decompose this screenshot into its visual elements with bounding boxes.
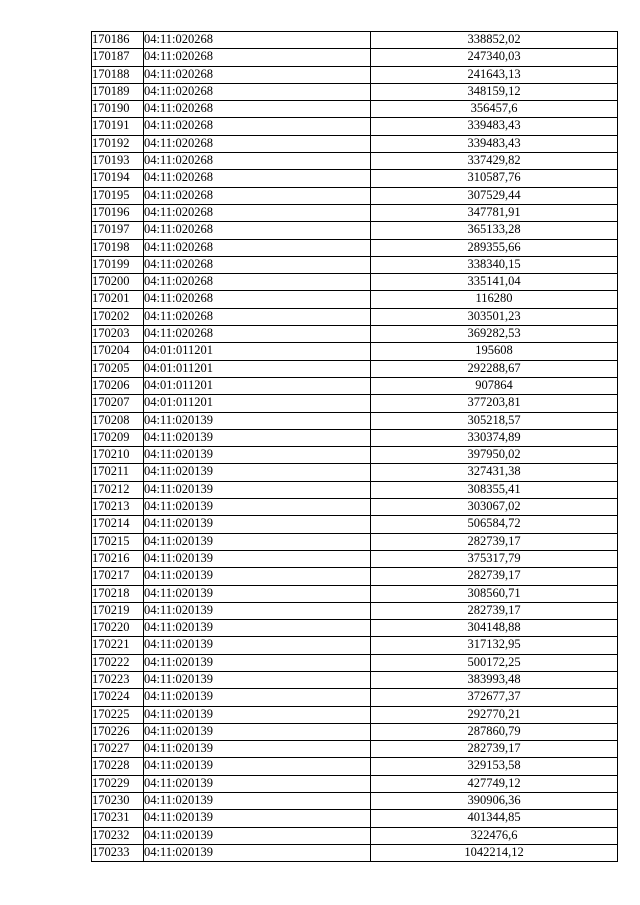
row-id-cell: 170209 [92, 429, 144, 446]
cadastral-code-cell: 04:11:020268 [144, 83, 371, 100]
row-id-cell: 170228 [92, 758, 144, 775]
table-row [92, 118, 618, 135]
value-cell: 375317,79 [371, 550, 618, 567]
table-row [92, 222, 618, 239]
row-id-cell: 170194 [92, 170, 144, 187]
table-row [92, 256, 618, 273]
cadastral-code-cell: 04:11:020139 [144, 793, 371, 810]
table-row [92, 481, 618, 498]
cadastral-code-cell: 04:11:020139 [144, 654, 371, 671]
cadastral-code-cell: 04:11:020139 [144, 689, 371, 706]
table-row [92, 706, 618, 723]
value-cell: 303067,02 [371, 499, 618, 516]
row-id-cell: 170200 [92, 274, 144, 291]
row-id-cell: 170229 [92, 775, 144, 792]
value-cell: 308355,41 [371, 481, 618, 498]
table-row [92, 620, 618, 637]
table-row [92, 671, 618, 688]
row-id-cell: 170208 [92, 412, 144, 429]
row-id-cell: 170219 [92, 602, 144, 619]
row-id-cell: 170198 [92, 239, 144, 256]
row-id-cell: 170212 [92, 481, 144, 498]
table-row [92, 827, 618, 844]
table-row [92, 810, 618, 827]
row-id-cell: 170225 [92, 706, 144, 723]
row-id-cell: 170217 [92, 568, 144, 585]
value-cell: 383993,48 [371, 671, 618, 688]
value-cell: 329153,58 [371, 758, 618, 775]
value-cell: 289355,66 [371, 239, 618, 256]
cadastral-code-cell: 04:11:020268 [144, 204, 371, 221]
table-row [92, 170, 618, 187]
table-row [92, 844, 618, 861]
table-row [92, 412, 618, 429]
row-id-cell: 170207 [92, 395, 144, 412]
value-cell: 310587,76 [371, 170, 618, 187]
table-row [92, 153, 618, 170]
value-cell: 907864 [371, 377, 618, 394]
value-cell: 303501,23 [371, 308, 618, 325]
row-id-cell: 170220 [92, 620, 144, 637]
value-cell: 287860,79 [371, 723, 618, 740]
value-cell: 307529,44 [371, 187, 618, 204]
row-id-cell: 170189 [92, 83, 144, 100]
cadastral-code-cell: 04:11:020268 [144, 49, 371, 66]
row-id-cell: 170214 [92, 516, 144, 533]
cadastral-code-cell: 04:11:020139 [144, 671, 371, 688]
table-row [92, 239, 618, 256]
row-id-cell: 170195 [92, 187, 144, 204]
table-row [92, 689, 618, 706]
row-id-cell: 170193 [92, 153, 144, 170]
table-row [92, 758, 618, 775]
value-cell: 317132,95 [371, 637, 618, 654]
table-row [92, 395, 618, 412]
value-cell: 500172,25 [371, 654, 618, 671]
row-id-cell: 170202 [92, 308, 144, 325]
cadastral-code-cell: 04:11:020268 [144, 32, 371, 49]
cadastral-code-cell: 04:11:020139 [144, 533, 371, 550]
table-row [92, 377, 618, 394]
cadastral-code-cell: 04:11:020268 [144, 135, 371, 152]
value-cell: 305218,57 [371, 412, 618, 429]
cadastral-code-cell: 04:11:020139 [144, 775, 371, 792]
table-row [92, 66, 618, 83]
cadastral-code-cell: 04:11:020268 [144, 308, 371, 325]
cadastral-code-cell: 04:11:020139 [144, 637, 371, 654]
cadastral-code-cell: 04:11:020268 [144, 66, 371, 83]
value-cell: 292288,67 [371, 360, 618, 377]
cadastral-code-cell: 04:11:020268 [144, 101, 371, 118]
row-id-cell: 170186 [92, 32, 144, 49]
value-cell: 330374,89 [371, 429, 618, 446]
table-row [92, 32, 618, 49]
cadastral-code-cell: 04:11:020268 [144, 187, 371, 204]
cadastral-code-cell: 04:11:020268 [144, 153, 371, 170]
cadastral-code-cell: 04:11:020268 [144, 118, 371, 135]
value-cell: 241643,13 [371, 66, 618, 83]
row-id-cell: 170196 [92, 204, 144, 221]
value-cell: 338852,02 [371, 32, 618, 49]
value-cell: 195608 [371, 343, 618, 360]
table-row [92, 637, 618, 654]
row-id-cell: 170215 [92, 533, 144, 550]
value-cell: 390906,36 [371, 793, 618, 810]
row-id-cell: 170226 [92, 723, 144, 740]
value-cell: 282739,17 [371, 602, 618, 619]
cadastral-code-cell: 04:11:020139 [144, 585, 371, 602]
cadastral-code-cell: 04:11:020139 [144, 620, 371, 637]
table-row [92, 793, 618, 810]
row-id-cell: 170227 [92, 741, 144, 758]
value-cell: 506584,72 [371, 516, 618, 533]
row-id-cell: 170222 [92, 654, 144, 671]
cadastral-code-cell: 04:11:020139 [144, 723, 371, 740]
table-row [92, 49, 618, 66]
value-cell: 372677,37 [371, 689, 618, 706]
row-id-cell: 170205 [92, 360, 144, 377]
table-row [92, 83, 618, 100]
cadastral-code-cell: 04:11:020139 [144, 550, 371, 567]
table-row [92, 204, 618, 221]
row-id-cell: 170197 [92, 222, 144, 239]
table-row [92, 464, 618, 481]
row-id-cell: 170230 [92, 793, 144, 810]
table-row [92, 447, 618, 464]
cadastral-code-cell: 04:11:020139 [144, 481, 371, 498]
table-row [92, 723, 618, 740]
value-cell: 308560,71 [371, 585, 618, 602]
table-row [92, 291, 618, 308]
row-id-cell: 170233 [92, 844, 144, 861]
cadastral-code-cell: 04:01:011201 [144, 377, 371, 394]
value-cell: 377203,81 [371, 395, 618, 412]
cadastral-code-cell: 04:11:020268 [144, 291, 371, 308]
cadastral-code-cell: 04:01:011201 [144, 360, 371, 377]
cadastral-code-cell: 04:11:020268 [144, 170, 371, 187]
table-body [92, 32, 618, 862]
row-id-cell: 170232 [92, 827, 144, 844]
value-cell: 335141,04 [371, 274, 618, 291]
row-id-cell: 170201 [92, 291, 144, 308]
table-row [92, 775, 618, 792]
cadastral-code-cell: 04:11:020139 [144, 602, 371, 619]
cadastral-code-cell: 04:01:011201 [144, 343, 371, 360]
cadastral-code-cell: 04:11:020268 [144, 256, 371, 273]
table-row [92, 568, 618, 585]
table-row [92, 550, 618, 567]
row-id-cell: 170221 [92, 637, 144, 654]
value-cell: 282739,17 [371, 568, 618, 585]
row-id-cell: 170218 [92, 585, 144, 602]
value-cell: 292770,21 [371, 706, 618, 723]
row-id-cell: 170199 [92, 256, 144, 273]
cadastral-code-cell: 04:11:020139 [144, 568, 371, 585]
cadastral-code-cell: 04:11:020268 [144, 326, 371, 343]
value-cell: 397950,02 [371, 447, 618, 464]
cadastral-code-cell: 04:11:020139 [144, 429, 371, 446]
value-cell: 339483,43 [371, 118, 618, 135]
table-row [92, 499, 618, 516]
cadastral-code-cell: 04:11:020139 [144, 706, 371, 723]
table-row [92, 654, 618, 671]
row-id-cell: 170206 [92, 377, 144, 394]
row-id-cell: 170191 [92, 118, 144, 135]
row-id-cell: 170231 [92, 810, 144, 827]
value-cell: 1042214,12 [371, 844, 618, 861]
row-id-cell: 170223 [92, 671, 144, 688]
cadastral-code-cell: 04:11:020139 [144, 464, 371, 481]
table-row [92, 326, 618, 343]
value-cell: 282739,17 [371, 533, 618, 550]
row-id-cell: 170216 [92, 550, 144, 567]
cadastral-code-cell: 04:01:011201 [144, 395, 371, 412]
value-cell: 365133,28 [371, 222, 618, 239]
cadastral-code-cell: 04:11:020139 [144, 758, 371, 775]
value-cell: 304148,88 [371, 620, 618, 637]
cadastral-code-cell: 04:11:020139 [144, 447, 371, 464]
table-row [92, 516, 618, 533]
value-cell: 337429,82 [371, 153, 618, 170]
value-cell: 348159,12 [371, 83, 618, 100]
cadastral-code-cell: 04:11:020139 [144, 844, 371, 861]
table-row [92, 187, 618, 204]
table-row [92, 429, 618, 446]
row-id-cell: 170190 [92, 101, 144, 118]
row-id-cell: 170192 [92, 135, 144, 152]
value-cell: 282739,17 [371, 741, 618, 758]
cadastral-code-cell: 04:11:020139 [144, 827, 371, 844]
value-cell: 247340,03 [371, 49, 618, 66]
value-cell: 401344,85 [371, 810, 618, 827]
value-cell: 116280 [371, 291, 618, 308]
row-id-cell: 170213 [92, 499, 144, 516]
data-table [91, 31, 618, 862]
value-cell: 347781,91 [371, 204, 618, 221]
table-row [92, 308, 618, 325]
table-row [92, 135, 618, 152]
value-cell: 427749,12 [371, 775, 618, 792]
value-cell: 339483,43 [371, 135, 618, 152]
table-row [92, 343, 618, 360]
value-cell: 369282,53 [371, 326, 618, 343]
row-id-cell: 170188 [92, 66, 144, 83]
value-cell: 338340,15 [371, 256, 618, 273]
row-id-cell: 170211 [92, 464, 144, 481]
table-row [92, 101, 618, 118]
value-cell: 356457,6 [371, 101, 618, 118]
row-id-cell: 170203 [92, 326, 144, 343]
cadastral-code-cell: 04:11:020268 [144, 239, 371, 256]
cadastral-code-cell: 04:11:020139 [144, 810, 371, 827]
table-row [92, 360, 618, 377]
row-id-cell: 170210 [92, 447, 144, 464]
table-row [92, 585, 618, 602]
table-row [92, 602, 618, 619]
row-id-cell: 170224 [92, 689, 144, 706]
row-id-cell: 170204 [92, 343, 144, 360]
cadastral-code-cell: 04:11:020268 [144, 222, 371, 239]
row-id-cell: 170187 [92, 49, 144, 66]
cadastral-code-cell: 04:11:020139 [144, 499, 371, 516]
table-row [92, 741, 618, 758]
value-cell: 322476,6 [371, 827, 618, 844]
cadastral-code-cell: 04:11:020139 [144, 741, 371, 758]
cadastral-code-cell: 04:11:020139 [144, 412, 371, 429]
table-row [92, 274, 618, 291]
cadastral-code-cell: 04:11:020139 [144, 516, 371, 533]
cadastral-code-cell: 04:11:020268 [144, 274, 371, 291]
value-cell: 327431,38 [371, 464, 618, 481]
table-row [92, 533, 618, 550]
